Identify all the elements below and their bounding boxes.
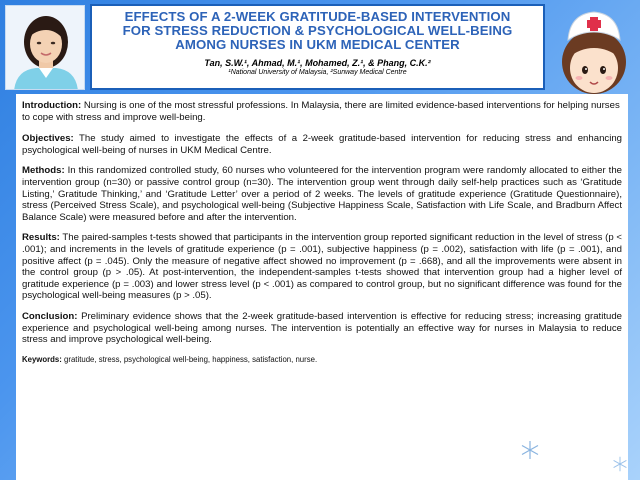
authors: Tan, S.W.¹, Ahmad, M.¹, Mohamed, Z.¹, & Phang, C.K.²: [204, 58, 431, 68]
keywords-text: gratitude, stress, psychological well-being, happiness, satisfaction, nurse.: [61, 354, 318, 364]
title-block: [90, 4, 545, 90]
conclusion-paragraph: [22, 311, 622, 346]
title-line-2: FOR STRESS REDUCTION & PSYCHOLOGICAL WELL-BEING: [122, 23, 513, 38]
snowflake-icon: [612, 456, 628, 472]
title-line-1: EFFECTS OF A 2-WEEK GRATITUDE-BASED INTERVENTION: [124, 9, 511, 24]
objectives-label: Objectives:: [22, 133, 74, 145]
abstract-content: [16, 94, 628, 480]
keywords-line: [22, 355, 622, 364]
results-paragraph: [22, 232, 622, 302]
title-line-3: AMONG NURSES IN UKM MEDICAL CENTER: [175, 37, 460, 52]
results-text: The paired-samples t-tests showed that participants in the intervention group reported significant reduction in the level of stress (p < .001); and increments in the levels of gratitude experience (p = .001), subjective happiness (p = .002), satisfaction with life (p = .001), and positive affect (p = .045). Only the measure of negative affect showed no improvement (p = .668), and all the improvements were absent in the control group (p > .05). At post-intervention, the independent-samples t-tests showed that intervention group had a higher level of gratitude experience (p = .003) and lower stress level (p < .001) as compared to control group, but no significant difference was found for the psychological well-being measures (p > .05).: [22, 232, 622, 302]
author-photo: [5, 5, 85, 90]
poster-title: [92, 10, 543, 52]
methods-paragraph: [22, 165, 622, 223]
conclusion-text: Preliminary evidence shows that the 2-week gratitude-based intervention is effective for reducing stress; increasing gratitude experience and psychological well-being among nurses. The intervention is potentially an effective way for nurses in Malaysia to reduce stress and improve psychological well-being.: [22, 310, 622, 346]
snowflake-icon: [520, 440, 540, 460]
results-label: Results:: [22, 232, 60, 244]
introduction-text: Nursing is one of the most stressful professions. In Malaysia, there are limited evidence-based interventions for helping nurses to cope with stress and improve well-being.: [22, 100, 620, 123]
methods-text: In this randomized controlled study, 60 nurses who volunteered for the intervention program were randomly allocated to either the intervention group (n=30) or passive control group (n=30). The intervention group went through daily self-help practices such as ‘Gratitude Listing,’ Gratitude Thinking,’ and ‘Gratitude Letter’ over a period of 2 weeks. The levels of gratitude experience (Gratitude Questionnaire), stress (Perceived Stress Scale), and psychological well-being (Subjective Happiness Scale, Satisfaction with Life Scale, and Bradburn Affect Balance Scale) were measured before and after the intervention.: [22, 165, 622, 223]
conclusion-label: Conclusion:: [22, 310, 78, 322]
introduction-paragraph: [22, 100, 622, 123]
objectives-paragraph: [22, 133, 622, 156]
introduction-label: Introduction:: [22, 100, 82, 111]
methods-label: Methods:: [22, 165, 65, 177]
keywords-label: Keywords:: [22, 354, 62, 364]
objectives-text: The study aimed to investigate the effects of a 2-week gratitude-based intervention for reducing stress and enhancing psychological well-being of nurses in UKM Medical Centre.: [22, 133, 622, 156]
affiliations: ¹National University of Malaysia, ²Sunway Medical Centre: [228, 69, 407, 76]
